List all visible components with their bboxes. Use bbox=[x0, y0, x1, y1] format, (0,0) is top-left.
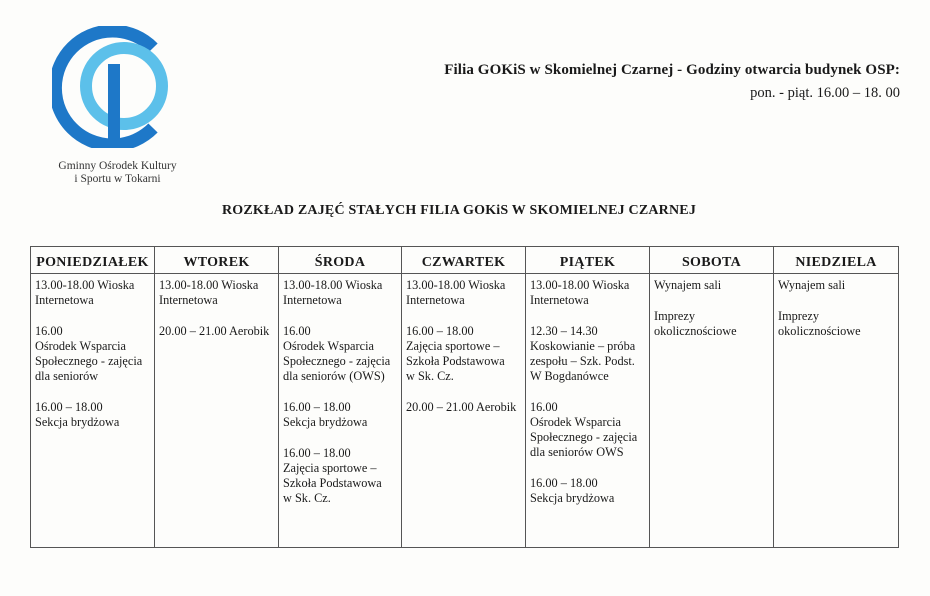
entry-line: Sekcja brydżowa bbox=[283, 415, 368, 429]
entry-line: Internetowa bbox=[159, 293, 218, 307]
entry-line: Ośrodek Wsparcia bbox=[283, 339, 374, 353]
schedule-title bbox=[0, 203, 930, 219]
entry-line: Ośrodek Wsparcia bbox=[530, 415, 621, 429]
schedule-header-row bbox=[31, 247, 899, 274]
organization-name bbox=[40, 160, 195, 186]
entry-line: 16.00 – 18.00 bbox=[406, 324, 474, 338]
schedule-body-row bbox=[31, 274, 899, 548]
schedule-entry bbox=[283, 278, 398, 308]
entry-line: Sekcja brydżowa bbox=[35, 415, 120, 429]
entry-line: Internetowa bbox=[406, 293, 465, 307]
entry-line: 20.00 – 21.00 Aerobik bbox=[406, 400, 517, 414]
logo-inner-ring bbox=[86, 48, 162, 124]
entry-line: okolicznościowe bbox=[778, 324, 861, 338]
entry-line: Zajęcia sportowe – bbox=[406, 339, 500, 353]
entry-line: dla seniorów bbox=[35, 369, 99, 383]
entry-line: 13.00-18.00 Wioska bbox=[159, 278, 259, 292]
entry-line: w Sk. Cz. bbox=[406, 369, 454, 383]
entry-line: Internetowa bbox=[283, 293, 342, 307]
schedule-entry bbox=[283, 324, 398, 384]
schedule-title-text: ROZKŁAD ZAJĘĆ STAŁYCH FILIA GOKiS W SKOMIELNEJ CZARNEJ bbox=[221, 203, 697, 218]
schedule-entry bbox=[654, 309, 770, 339]
entry-line: 16.00 – 18.00 bbox=[283, 400, 351, 414]
entry-line: Zajęcia sportowe – bbox=[283, 461, 377, 475]
schedule-entry bbox=[283, 446, 398, 506]
entry-line: okolicznościowe bbox=[654, 324, 737, 338]
day-cell bbox=[402, 274, 526, 548]
entry-line: Internetowa bbox=[530, 293, 589, 307]
branch-title: Filia GOKiS w Skomielnej Czarnej - Godziny otwarcia budynek OSP: bbox=[444, 62, 900, 78]
entry-line: 13.00-18.00 Wioska bbox=[283, 278, 383, 292]
day-header: CZWARTEK bbox=[402, 247, 526, 274]
schedule-entry bbox=[778, 278, 895, 293]
schedule-entry bbox=[159, 278, 275, 308]
entry-line: Społecznego - zajęcia bbox=[35, 354, 143, 368]
day-header: SOBOTA bbox=[650, 247, 774, 274]
entry-line: zespołu – Szk. Podst. bbox=[530, 354, 635, 368]
entry-line: W Bogdanówce bbox=[530, 369, 609, 383]
schedule-entry bbox=[530, 476, 646, 506]
entry-line: 20.00 – 21.00 Aerobik bbox=[159, 324, 270, 338]
schedule-table bbox=[30, 246, 899, 548]
day-cell bbox=[279, 274, 402, 548]
schedule-entry bbox=[654, 278, 770, 293]
opening-hours: pon. - piąt. 16.00 – 18. 00 bbox=[750, 85, 900, 101]
entry-line: Szkoła Podstawowa bbox=[283, 476, 382, 490]
entry-line: 13.00-18.00 Wioska bbox=[35, 278, 135, 292]
day-header: PIĄTEK bbox=[526, 247, 650, 274]
schedule-entry bbox=[406, 400, 522, 415]
gokis-logo-icon bbox=[52, 26, 174, 148]
entry-line: Wynajem sali bbox=[778, 278, 846, 292]
day-header: NIEDZIELA bbox=[774, 247, 899, 274]
entry-line: 13.00-18.00 Wioska bbox=[530, 278, 630, 292]
schedule-entry bbox=[35, 324, 151, 384]
day-cell bbox=[155, 274, 279, 548]
schedule-entry bbox=[530, 324, 646, 384]
schedule-entry bbox=[530, 400, 646, 460]
schedule-entry bbox=[406, 278, 522, 308]
entry-line: dla seniorów OWS bbox=[530, 445, 624, 459]
logo-vertical-bar bbox=[108, 64, 120, 142]
entry-line: Szkoła Podstawowa bbox=[406, 354, 505, 368]
entry-line: 16.00 – 18.00 bbox=[283, 446, 351, 460]
entry-line: 16.00 – 18.00 bbox=[35, 400, 103, 414]
schedule-entry bbox=[159, 324, 275, 339]
day-header: WTOREK bbox=[155, 247, 279, 274]
entry-line: Koskowianie – próba bbox=[530, 339, 636, 353]
day-header: PONIEDZIAŁEK bbox=[31, 247, 155, 274]
day-header: ŚRODA bbox=[279, 247, 402, 274]
header-info bbox=[444, 62, 900, 102]
day-cell bbox=[650, 274, 774, 548]
entry-line: dla seniorów (OWS) bbox=[283, 369, 385, 383]
entry-line: Społecznego - zajęcia bbox=[283, 354, 391, 368]
day-cell bbox=[31, 274, 155, 548]
day-cell bbox=[774, 274, 899, 548]
entry-line: Społecznego - zajęcia bbox=[530, 430, 638, 444]
organization-name-line1: Gminny Ośrodek Kultury bbox=[58, 160, 177, 172]
entry-line: Imprezy bbox=[778, 309, 819, 323]
organization-name-line2: i Sportu w Tokarni bbox=[74, 173, 161, 185]
day-cell bbox=[526, 274, 650, 548]
entry-line: 12.30 – 14.30 bbox=[530, 324, 598, 338]
schedule-entry bbox=[283, 400, 398, 430]
logo-graphic bbox=[52, 26, 174, 148]
entry-line: 16.00 bbox=[35, 324, 63, 338]
entry-line: w Sk. Cz. bbox=[283, 491, 331, 505]
entry-line: 16.00 bbox=[530, 400, 558, 414]
entry-line: Imprezy bbox=[654, 309, 695, 323]
schedule-entry bbox=[778, 309, 895, 339]
entry-line: Sekcja brydżowa bbox=[530, 491, 615, 505]
entry-line: 13.00-18.00 Wioska bbox=[406, 278, 506, 292]
schedule-entry bbox=[406, 324, 522, 384]
entry-line: Wynajem sali bbox=[654, 278, 722, 292]
schedule-entry bbox=[530, 278, 646, 308]
entry-line: 16.00 bbox=[283, 324, 311, 338]
schedule-entry bbox=[35, 278, 151, 308]
entry-line: 16.00 – 18.00 bbox=[530, 476, 598, 490]
entry-line: Ośrodek Wsparcia bbox=[35, 339, 126, 353]
entry-line: Internetowa bbox=[35, 293, 94, 307]
schedule-entry bbox=[35, 400, 151, 430]
